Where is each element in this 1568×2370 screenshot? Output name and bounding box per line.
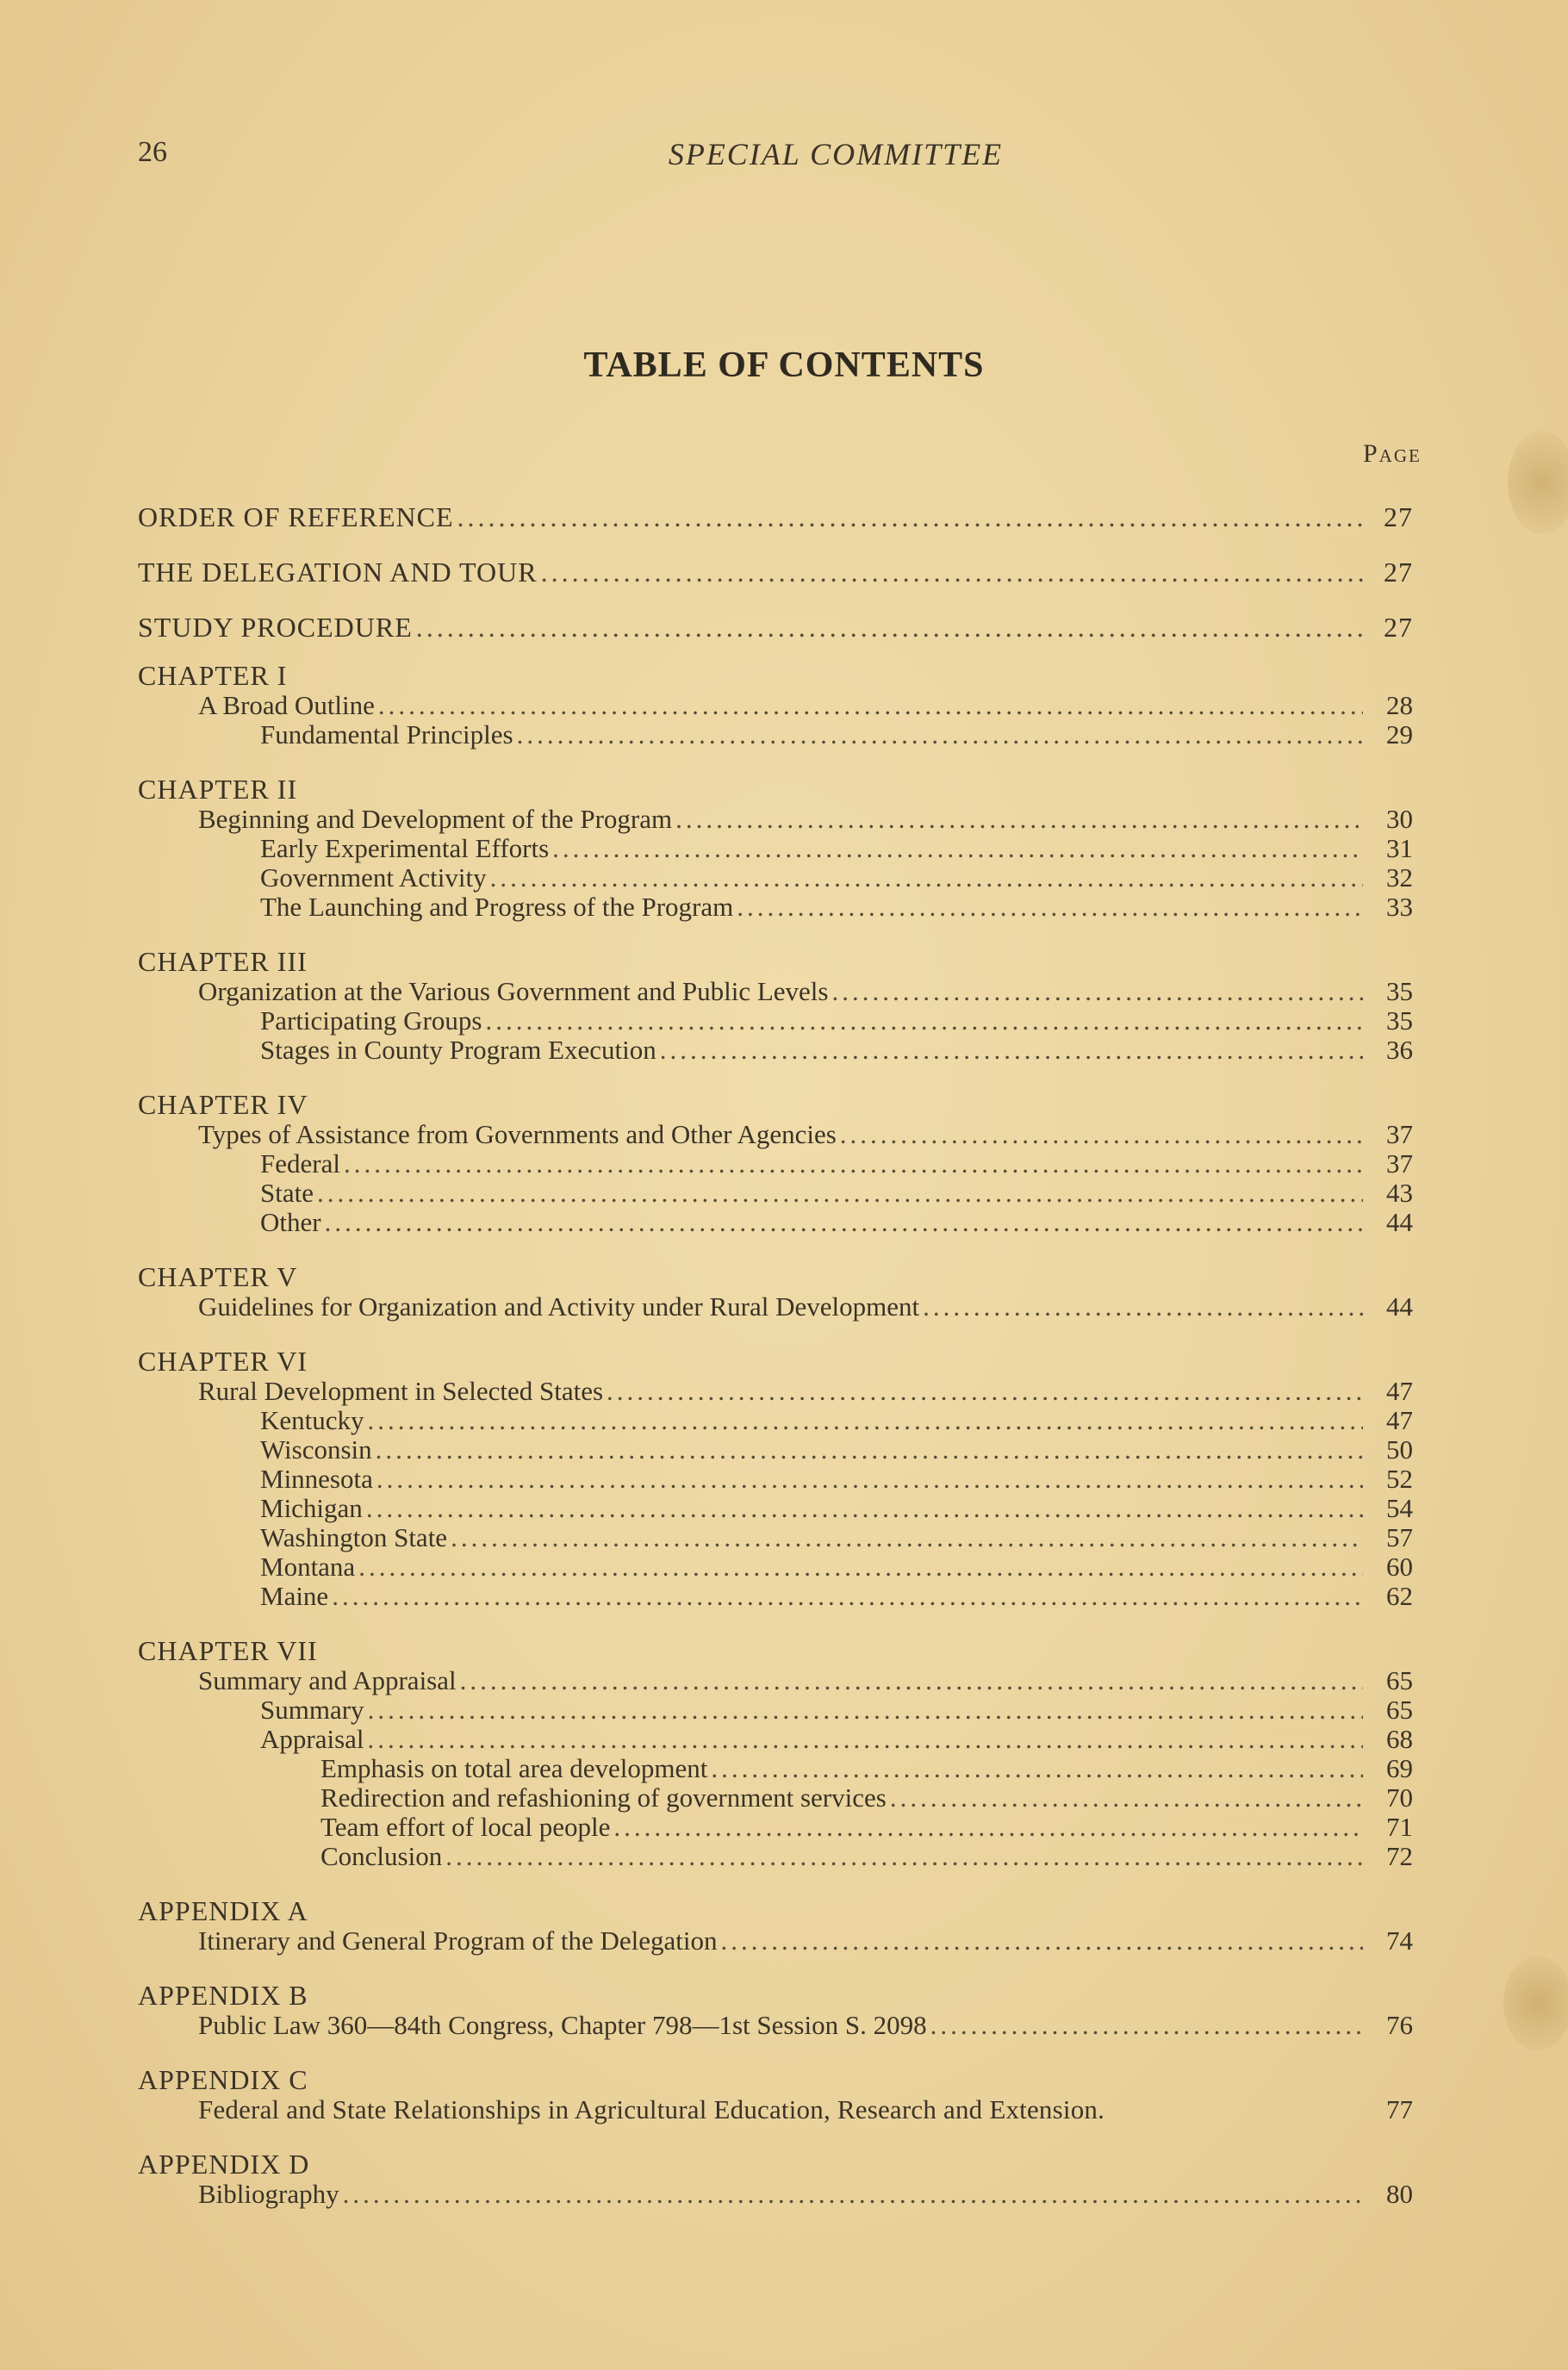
toc-entry[interactable] xyxy=(138,1494,1413,1523)
dot-leader xyxy=(343,2180,1363,2209)
toc-entry[interactable] xyxy=(138,1149,1413,1179)
toc-entry-page: 32 xyxy=(1386,862,1413,893)
toc-entry-label: Conclusion xyxy=(320,1841,443,1871)
toc-section xyxy=(138,1261,1413,1322)
toc-entry-page: 35 xyxy=(1386,976,1413,1006)
table-of-contents xyxy=(138,489,1413,2233)
toc-entry-page: 27 xyxy=(1384,612,1413,643)
toc-entry-page: 74 xyxy=(1386,1925,1413,1956)
toc-entry-label: Michigan xyxy=(260,1493,363,1523)
toc-entry[interactable] xyxy=(138,834,1413,863)
toc-entry-label: Other xyxy=(260,1207,321,1237)
toc-entry-label: Organization at the Various Government and Public Levels xyxy=(198,976,829,1006)
toc-entry-label: Federal xyxy=(260,1148,340,1179)
toc-entry-label: Emphasis on total area development xyxy=(320,1753,708,1783)
toc-entry-label: Appraisal xyxy=(260,1724,364,1754)
toc-entry-label: Early Experimental Efforts xyxy=(260,833,550,863)
toc-entry-label: Beginning and Development of the Program xyxy=(198,804,673,834)
toc-entry-label: Federal and State Relationships in Agricultural Education, Research and Extension. xyxy=(198,2094,1105,2124)
toc-section xyxy=(138,1089,1413,1237)
dot-leader xyxy=(451,1523,1363,1552)
toc-entry[interactable] xyxy=(138,1406,1413,1435)
toc-entry-label: Itinerary and General Program of the Delegation xyxy=(198,1925,718,1956)
dot-leader xyxy=(541,544,1363,600)
toc-entry-label: Redirection and refashioning of government services xyxy=(320,1782,887,1813)
toc-entry-page: 70 xyxy=(1386,1782,1413,1813)
dot-leader xyxy=(368,1695,1363,1725)
toc-entry[interactable] xyxy=(138,2095,1413,2124)
toc-entry-page: 65 xyxy=(1386,1665,1413,1695)
toc-entry[interactable] xyxy=(138,720,1413,750)
toc-section xyxy=(138,660,1413,750)
dot-leader xyxy=(332,1582,1363,1611)
page-stain xyxy=(1503,1956,1568,2050)
dot-leader xyxy=(368,1406,1363,1435)
toc-entry[interactable] xyxy=(138,1754,1413,1783)
page-stain xyxy=(1508,431,1568,534)
toc-section xyxy=(138,946,1413,1065)
toc-entry[interactable] xyxy=(138,1006,1413,1036)
toc-entry[interactable] xyxy=(138,1377,1413,1406)
dot-leader xyxy=(675,805,1363,834)
toc-entry-page: 80 xyxy=(1386,2179,1413,2209)
toc-entry-label: The Launching and Progress of the Program xyxy=(260,892,734,922)
section-heading[interactable]: CHAPTER IV xyxy=(138,1089,308,1120)
toc-entry-page: 27 xyxy=(1384,557,1413,588)
toc-entry-page: 44 xyxy=(1386,1207,1413,1237)
dot-leader xyxy=(607,1377,1363,1406)
toc-front-matter xyxy=(138,489,1413,655)
toc-entry-label: Montana xyxy=(260,1552,356,1582)
toc-entry-label: Types of Assistance from Governments and Other Agencies xyxy=(198,1119,837,1149)
toc-entry-page: 68 xyxy=(1386,1724,1413,1754)
toc-entry[interactable] xyxy=(138,1695,1413,1725)
toc-entry[interactable] xyxy=(138,1783,1413,1813)
toc-entry-label: Washington State xyxy=(260,1522,448,1552)
running-head xyxy=(138,136,1413,184)
toc-entry-label: Wisconsin xyxy=(260,1434,372,1465)
toc-entry-label: Maine xyxy=(260,1581,329,1611)
dot-leader xyxy=(890,1783,1363,1813)
toc-entry-label: Fundamental Principles xyxy=(260,719,513,750)
toc-entry[interactable] xyxy=(138,1552,1413,1582)
toc-entry-label: Rural Development in Selected States xyxy=(198,1376,604,1406)
toc-entry-page: 47 xyxy=(1386,1405,1413,1435)
section-heading[interactable]: CHAPTER V xyxy=(138,1261,298,1292)
dot-leader xyxy=(737,893,1363,922)
toc-entry-page: 29 xyxy=(1386,719,1413,750)
toc-entry-page: 43 xyxy=(1386,1178,1413,1208)
toc-section xyxy=(138,1895,1413,1956)
toc-entry-label: Team effort of local people xyxy=(320,1812,611,1842)
toc-entry-page: 33 xyxy=(1386,892,1413,922)
toc-entry[interactable] xyxy=(138,1208,1413,1237)
dot-leader xyxy=(485,1006,1363,1036)
section-heading[interactable]: CHAPTER I xyxy=(138,660,288,691)
toc-entry-label: ORDER OF REFERENCE xyxy=(138,501,454,532)
toc-entry[interactable] xyxy=(138,1036,1413,1065)
dot-leader xyxy=(457,489,1363,544)
toc-title: TABLE OF CONTENTS xyxy=(583,345,985,385)
dot-leader xyxy=(378,691,1363,720)
toc-entry[interactable] xyxy=(138,863,1413,893)
dot-leader xyxy=(517,720,1363,750)
toc-entry-page: 57 xyxy=(1386,1522,1413,1552)
toc-entry[interactable] xyxy=(138,1523,1413,1552)
toc-entry-page: 47 xyxy=(1386,1376,1413,1406)
dot-leader xyxy=(416,600,1363,655)
toc-entry-page: 72 xyxy=(1386,1841,1413,1871)
dot-leader xyxy=(660,1036,1363,1065)
dot-leader xyxy=(376,1435,1363,1465)
dot-leader xyxy=(460,1666,1363,1695)
toc-section xyxy=(138,2064,1413,2124)
toc-entry-page: 76 xyxy=(1386,2010,1413,2040)
toc-section xyxy=(138,2149,1413,2209)
toc-entry[interactable] xyxy=(138,1120,1413,1149)
section-heading[interactable]: CHAPTER II xyxy=(138,774,298,805)
toc-entry[interactable] xyxy=(138,1465,1413,1494)
dot-leader xyxy=(711,1754,1363,1783)
toc-entry-page: 37 xyxy=(1386,1148,1413,1179)
toc-entry[interactable] xyxy=(138,600,1413,655)
toc-entry-label: STUDY PROCEDURE xyxy=(138,612,413,643)
dot-leader xyxy=(376,1465,1363,1494)
toc-entry[interactable] xyxy=(138,1582,1413,1611)
dot-leader xyxy=(366,1494,1363,1523)
dot-leader xyxy=(325,1208,1363,1237)
section-heading[interactable]: CHAPTER VII xyxy=(138,1635,318,1666)
dot-leader xyxy=(358,1552,1363,1582)
toc-entry-label: Minnesota xyxy=(260,1464,373,1494)
toc-entry-page: 35 xyxy=(1386,1005,1413,1036)
toc-entry[interactable] xyxy=(138,1842,1413,1871)
toc-entry[interactable] xyxy=(138,1292,1413,1322)
section-heading[interactable]: APPENDIX B xyxy=(138,1980,308,2011)
dot-leader xyxy=(840,1120,1363,1149)
toc-entry[interactable] xyxy=(138,805,1413,834)
toc-entry-label: THE DELEGATION AND TOUR xyxy=(138,557,538,588)
toc-entry[interactable] xyxy=(138,1725,1413,1754)
toc-entry-label: A Broad Outline xyxy=(198,690,375,720)
section-heading[interactable]: APPENDIX C xyxy=(138,2064,308,2095)
toc-entry-page: 30 xyxy=(1386,804,1413,834)
toc-entry-label: State xyxy=(260,1178,314,1208)
toc-entry-label: Participating Groups xyxy=(260,1005,482,1036)
toc-entry[interactable] xyxy=(138,2011,1413,2040)
page-column-label: Page xyxy=(1363,439,1422,468)
toc-entry-page: 62 xyxy=(1386,1581,1413,1611)
toc-entry[interactable] xyxy=(138,1926,1413,1956)
toc-entry-label: Summary and Appraisal xyxy=(198,1665,457,1695)
toc-entry[interactable] xyxy=(138,977,1413,1006)
dot-leader xyxy=(831,977,1363,1006)
section-heading[interactable]: CHAPTER VI xyxy=(138,1346,308,1377)
dot-leader xyxy=(721,1926,1363,1956)
dot-leader xyxy=(368,1725,1363,1754)
page-number: 26 xyxy=(138,136,167,168)
dot-leader xyxy=(490,863,1363,893)
section-heading[interactable]: APPENDIX A xyxy=(138,1895,308,1926)
toc-entry-page: 52 xyxy=(1386,1464,1413,1494)
toc-entry-label: Stages in County Program Execution xyxy=(260,1035,656,1065)
toc-entry-page: 37 xyxy=(1386,1119,1413,1149)
toc-entry[interactable] xyxy=(138,489,1413,544)
toc-entry-label: Summary xyxy=(260,1695,364,1725)
toc-section xyxy=(138,1635,1413,1871)
toc-section xyxy=(138,1346,1413,1611)
dot-leader xyxy=(552,834,1363,863)
toc-entry-label: Public Law 360—84th Congress, Chapter 798—1st Session S. 2098 xyxy=(198,2010,927,2040)
toc-entry[interactable] xyxy=(138,691,1413,720)
toc-entry-label: Guidelines for Organization and Activity under Rural Development xyxy=(198,1291,920,1322)
toc-entry-page: 71 xyxy=(1386,1812,1413,1842)
toc-entry-page: 54 xyxy=(1386,1493,1413,1523)
toc-entry[interactable] xyxy=(138,1813,1413,1842)
toc-entry[interactable] xyxy=(138,1435,1413,1465)
toc-entry-page: 69 xyxy=(1386,1753,1413,1783)
toc-entry-page: 44 xyxy=(1386,1291,1413,1322)
toc-entry-label: Bibliography xyxy=(198,2179,339,2209)
toc-entry-page: 60 xyxy=(1386,1552,1413,1582)
toc-entry-page: 65 xyxy=(1386,1695,1413,1725)
toc-entry-page: 50 xyxy=(1386,1434,1413,1465)
dot-leader xyxy=(930,2011,1363,2040)
running-head-title: SPECIAL COMMITTEE xyxy=(668,137,1004,171)
dot-leader xyxy=(923,1292,1363,1322)
toc-entry[interactable] xyxy=(138,2180,1413,2209)
dot-leader xyxy=(613,1813,1363,1842)
section-heading[interactable]: APPENDIX D xyxy=(138,2149,310,2180)
toc-entry[interactable] xyxy=(138,1666,1413,1695)
dot-leader xyxy=(317,1179,1363,1208)
toc-entry-page: 77 xyxy=(1386,2094,1413,2124)
toc-entry-label: Government Activity xyxy=(260,862,487,893)
toc-section xyxy=(138,774,1413,922)
dot-leader xyxy=(344,1149,1363,1179)
toc-entry-page: 27 xyxy=(1384,501,1413,532)
toc-entry[interactable] xyxy=(138,544,1413,600)
toc-entry-label: Kentucky xyxy=(260,1405,364,1435)
toc-section xyxy=(138,1980,1413,2040)
toc-entry-page: 28 xyxy=(1386,690,1413,720)
toc-entry-page: 31 xyxy=(1386,833,1413,863)
toc-entry[interactable] xyxy=(138,893,1413,922)
toc-entry[interactable] xyxy=(138,1179,1413,1208)
section-heading[interactable]: CHAPTER III xyxy=(138,946,308,977)
toc-entry-page: 36 xyxy=(1386,1035,1413,1065)
dot-leader xyxy=(445,1842,1363,1871)
